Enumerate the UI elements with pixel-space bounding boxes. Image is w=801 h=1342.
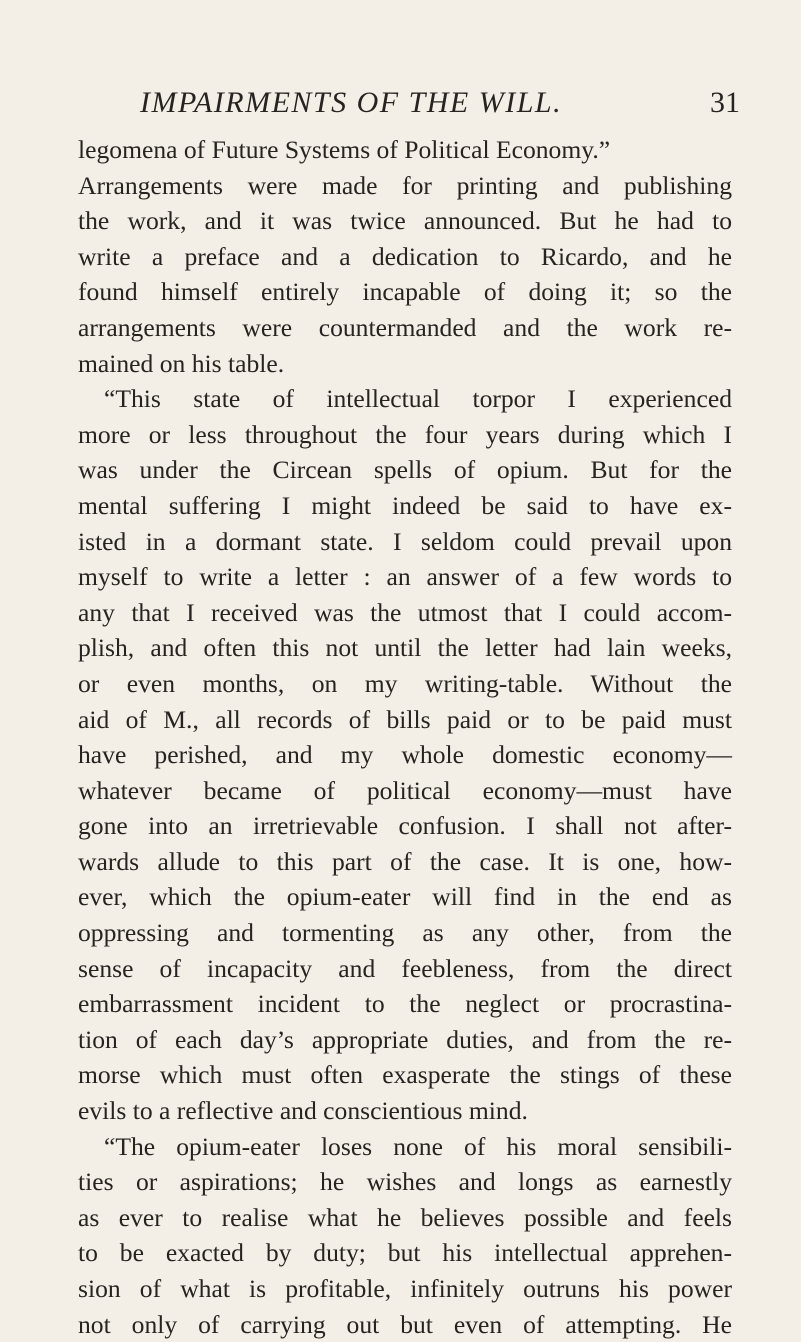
page-number: 31 xyxy=(710,86,740,119)
running-head: IMPAIRMENTS OF THE WILL. xyxy=(140,86,563,119)
text-line: more or less throughout the four years during which I xyxy=(78,419,732,449)
text-line: Arrangements were made for printing and publishing xyxy=(78,170,732,200)
text-line: “The opium-eater loses none of his moral sensibili- xyxy=(104,1131,732,1161)
text-line: mained on his table. xyxy=(78,348,285,378)
text-line: tion of each day’s appropriate duties, and from the re- xyxy=(78,1024,732,1054)
text-line: as ever to realise what he believes possible and feels xyxy=(78,1202,732,1232)
text-line: wards allude to this part of the case. It is one, how- xyxy=(78,846,732,876)
text-line: ever, which the opium-eater will find in the end as xyxy=(78,882,732,912)
page-header xyxy=(140,86,740,126)
text-line: whatever became of political economy—must have xyxy=(78,775,732,805)
text-line: embarrassment incident to the neglect or procrastina- xyxy=(78,989,732,1019)
body-text xyxy=(78,132,732,1342)
text-line: or even months, on my writing-table. Without the xyxy=(78,668,732,698)
text-line: morse which must often exasperate the stings of these xyxy=(78,1060,732,1090)
text-line: legomena of Future Systems of Political Economy.” xyxy=(78,135,611,164)
text-line: sion of what is profitable, infinitely outruns his power xyxy=(78,1274,732,1303)
text-line: “This state of intellectual torpor I experienced xyxy=(104,384,732,414)
text-line: oppressing and tormenting as any other, from the xyxy=(78,918,732,948)
text-line: gone into an irretrievable confusion. I shall not after- xyxy=(78,811,732,841)
text-line: aid of M., all records of bills paid or to be paid must xyxy=(78,704,732,734)
text-line: found himself entirely incapable of doing it; so the xyxy=(78,277,732,307)
text-line: was under the Circean spells of opium. But for the xyxy=(78,455,732,485)
text-line: to be exacted by duty; but his intellectual apprehen- xyxy=(78,1238,732,1268)
text-line: have perished, and my whole domestic economy— xyxy=(78,740,732,770)
text-line: evils to a reflective and conscientious mind. xyxy=(78,1096,528,1126)
text-line: write a preface and a dedication to Ricardo, and he xyxy=(78,241,732,271)
text-line: any that I received was the utmost that I could accom- xyxy=(78,597,732,627)
text-line: mental suffering I might indeed be said to have ex- xyxy=(78,490,732,520)
text-line: plish, and often this not until the letter had lain weeks, xyxy=(78,633,732,663)
text-line: isted in a dormant state. I seldom could prevail upon xyxy=(78,526,732,556)
text-line: myself to write a letter : an answer of a few words to xyxy=(78,562,732,592)
text-line: the work, and it was twice announced. But he had to xyxy=(78,206,732,236)
text-line: not only of carrying out but even of attempting. He xyxy=(78,1309,732,1339)
text-line: arrangements were countermanded and the work re- xyxy=(78,312,732,342)
text-line: ties or aspirations; he wishes and longs as earnestly xyxy=(78,1167,732,1197)
text-line: sense of incapacity and feebleness, from the direct xyxy=(78,953,732,983)
